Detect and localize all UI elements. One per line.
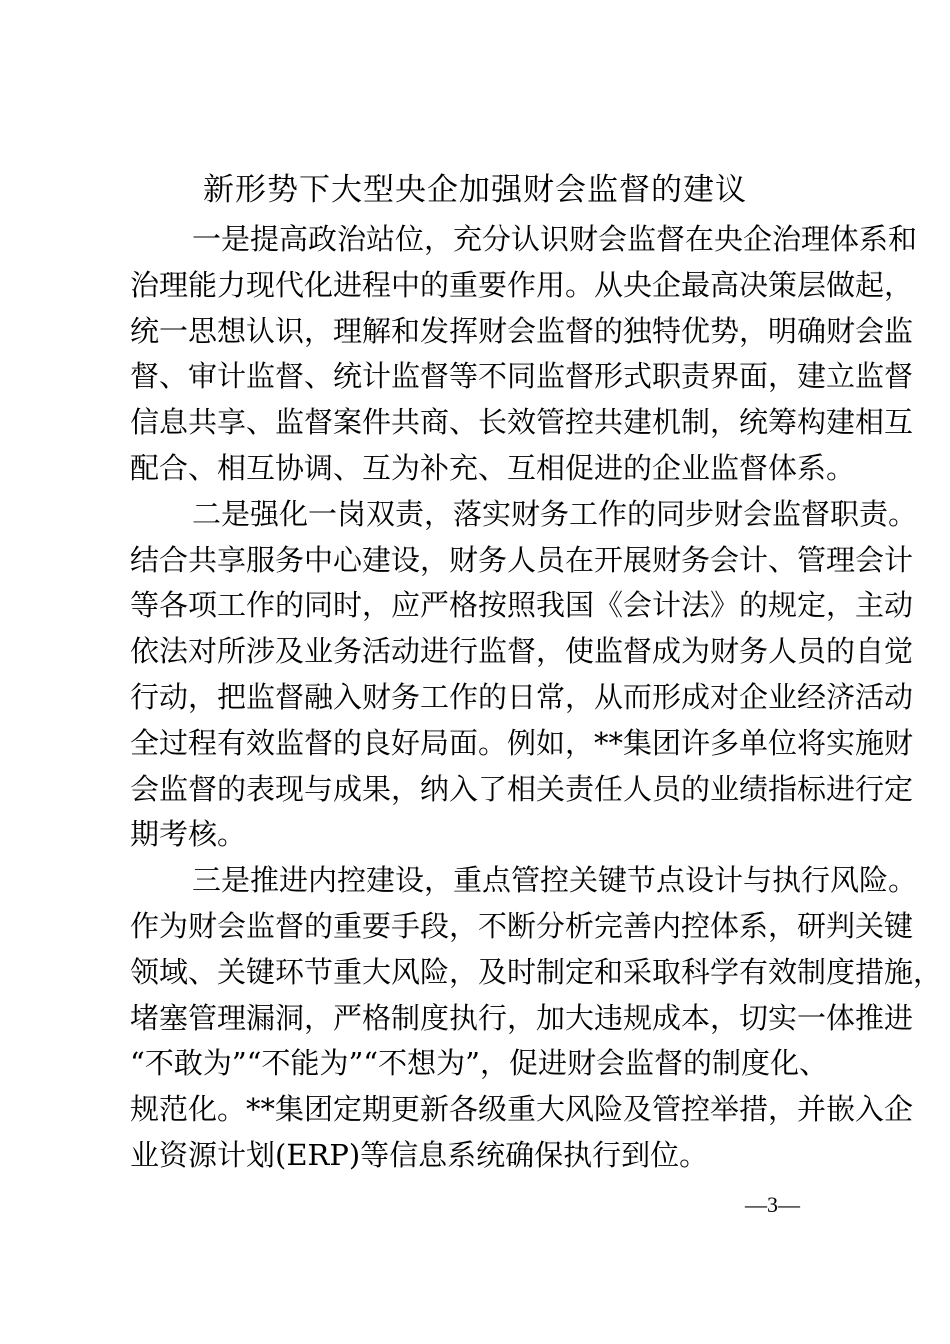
document-body xyxy=(130,217,943,1179)
text-line: 信息共享、监督案件共商、长效管控共建机制，统筹构建相互 xyxy=(130,405,914,440)
text-line: 治理能力现代化进程中的重要作用。从央企最高决策层做起， xyxy=(130,267,914,302)
text-line: 行动，把监督融入财务工作的日常，从而形成对企业经济活动 xyxy=(130,679,914,714)
text-line: 会监督的表现与成果，纳入了相关责任人员的业绩指标进行定 xyxy=(130,771,914,806)
paragraph-3 xyxy=(130,858,943,1179)
page-number: —3— xyxy=(745,1192,800,1217)
text-line: 依法对所涉及业务活动进行监督，使监督成为财务人员的自觉 xyxy=(130,634,914,669)
text-line: 全过程有效监督的良好局面。例如，**集团许多单位将实施财 xyxy=(130,725,914,760)
text-line: 期考核。 xyxy=(130,817,247,852)
paragraph-2 xyxy=(130,492,918,858)
text-line: 统一思想认识，理解和发挥财会监督的独特优势，明确财会监 xyxy=(130,313,914,348)
text-line: 三是推进内控建设，重点管控关键节点设计与执行风险。 xyxy=(192,863,918,898)
text-line: “不敢为”“不能为”“不想为”，促进财会监督的制度化、 xyxy=(130,1046,828,1081)
text-line: 规范化。**集团定期更新各级重大风险及管控举措，并嵌入企 xyxy=(130,1092,914,1127)
text-line: 领域、关键环节重大风险，及时制定和采取科学有效制度措施， xyxy=(130,954,943,989)
text-line: 配合、相互协调、互为补充、互相促进的企业监督体系。 xyxy=(130,450,856,485)
text-line: 作为财会监督的重要手段，不断分析完善内控体系，研判关键 xyxy=(130,908,914,943)
document-title: 新形势下大型央企加强财会监督的建议 xyxy=(203,172,747,208)
text-line: 督、审计监督、统计监督等不同监督形式职责界面，建立监督 xyxy=(130,359,914,394)
text-line: 一是提高政治站位，充分认识财会监督在央企治理体系和 xyxy=(192,222,918,256)
text-line: 二是强化一岗双责，落实财务工作的同步财会监督职责。 xyxy=(192,496,918,531)
text-line: 堵塞管理漏洞，严格制度执行，加大违规成本，切实一体推进 xyxy=(130,1000,914,1035)
text-line: 等各项工作的同时，应严格按照我国《会计法》的规定，主动 xyxy=(130,588,914,623)
paragraph-1 xyxy=(130,217,918,492)
text-line: 业资源计划(ERP)等信息系统确保执行到位。 xyxy=(130,1137,709,1172)
text-line: 结合共享服务中心建设，财务人员在开展财务会计、管理会计 xyxy=(130,542,914,577)
